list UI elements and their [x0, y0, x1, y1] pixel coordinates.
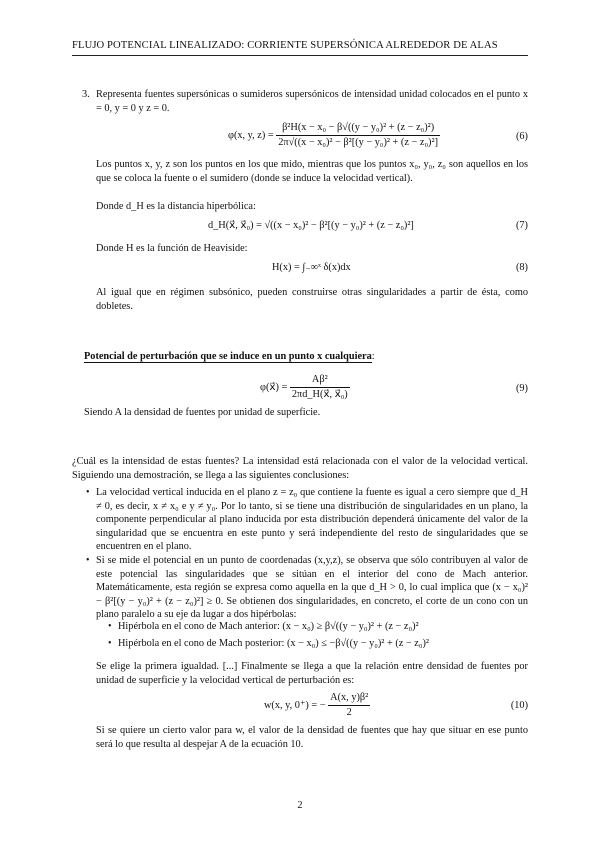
eq9-number: (9) [515, 383, 528, 394]
paragraph-dh: Donde d_H es la distancia hiperbólica: [96, 201, 256, 212]
eq6-number: (6) [515, 131, 528, 142]
sub-bullet-1-text: Hipérbola en el cono de Mach anterior: (x − x₀) ≥ β√((y − y₀)² + (z − z₀)² [118, 621, 419, 632]
page-number: 2 [297, 800, 303, 811]
sub-bullet-2-text: Hipérbola en el cono de Mach posterior: (x − x₀) ≤ −β√((y − y₀)² + (z − z₀)² [118, 638, 429, 649]
eq10-fraction [328, 692, 370, 719]
eq10-lhs: w(x, y, 0⁺) = − [264, 699, 326, 711]
eq7-number: (7) [515, 220, 528, 231]
eq10-denominator: 2 [346, 707, 352, 718]
equation-7: d_H(x⃗, x⃗₀) = √((x − x₀)² − β²[(y − y₀)² + (z − z₀)²] [208, 220, 414, 231]
paragraph-first-equality: Se elige la primera igualdad. [...] Finalmente se llega a que la relación entre densidad de fuentes por unidad de superficie y la velocidad vertical de perturbación es: [96, 661, 528, 686]
eq6-fraction [276, 122, 440, 149]
paragraph-intensity: ¿Cuál es la intensidad de estas fuentes? La intensidad está relacionada con el valor de la velocidad vertical. Siguiendo una demostración, se llega a las siguientes conclusiones: [72, 456, 528, 481]
equation-10 [264, 692, 370, 719]
bullet-2-marker: • [86, 555, 90, 566]
equation-6 [228, 122, 440, 149]
eq6-lhs: φ(x, y, z) = [228, 129, 274, 141]
eq10-number: (10) [510, 700, 528, 711]
sub-bullet-2-marker: • [108, 638, 112, 649]
bullet-1-text: La velocidad vertical inducida en el plano z = z₀ que contiene la fuente es igual a cero siempre que d_H ≠ 0, es decir, x ≠ x₀ e y ≠ y₀. Por lo tanto, si se tiene una distribución de singularidades en un plano, la componente perpendicular al plano inducida por esta distribución dependerá únicamente del valor de la singularidad que se encuentra en este punto y será independiente del resto de singularidades que se encuentren en el plano. [96, 487, 528, 553]
equation-9 [260, 374, 350, 401]
heading-colon: : [371, 351, 375, 362]
item-number: 3. [82, 89, 90, 100]
paragraph-density: Siendo A la densidad de fuentes por unidad de superficie. [84, 407, 321, 418]
item-3-text: Representa fuentes supersónicas o sumideros supersónicos de intensidad unidad colocados en el punto x = 0, y = 0 y z = 0. [96, 89, 528, 114]
running-header: FLUJO POTENCIAL LINEALIZADO: CORRIENTE SUPERSÓNICA ALREDEDOR DE ALAS [72, 40, 528, 56]
paragraph-heaviside: Donde H es la función de Heaviside: [96, 243, 248, 254]
eq9-lhs: φ(x⃗) = [260, 381, 288, 393]
bullet-1-marker: • [86, 487, 90, 498]
paragraph-points: Los puntos x, y, z son los puntos en los que mido, mientras que los puntos x₀, y₀, z₀ son aquellos en los que se coloca la fuente o el sumidero (donde se induce la velocidad vertical). [96, 159, 528, 184]
section-heading [84, 350, 528, 364]
eq6-denominator: 2π√((x − x₀)² − β²[(y − y₀)² + (z − z₀)²] [278, 137, 438, 148]
eq9-denominator: 2πd_H(x⃗, x⃗₀) [291, 389, 348, 400]
equation-8: H(x) = ∫₋∞ˣ δ(x)dx [272, 262, 351, 273]
sub-bullet-1-marker: • [108, 621, 112, 632]
heading-text: Potencial de perturbación que se induce en un punto x cualquiera [84, 351, 372, 362]
eq8-number: (8) [515, 262, 528, 273]
eq9-fraction [290, 374, 350, 401]
eq10-numerator: A(x, y)β² [328, 692, 370, 706]
bullet-2-text: Si se mide el potencial en un punto de coordenadas (x,y,z), se observa que sólo contribuyen al valor de este potencial las singularidades que se sitúan en el interior del cono de Mach anterior. Matemáticamente, esta región se expresa como aquella en la que d_H > 0, lo cual implica que (x − x₀)² − β²[(y − y₀)² + (z − z₀)²] ≥ 0. Se obtienen dos singularidades, en concreto, el corte de un cono con un plano paralelo a su eje da lugar a dos hipérbolas: [96, 555, 528, 621]
paragraph-last: Si se quiere un cierto valor para w, el valor de la densidad de fuentes que hay que situar en ese punto será lo que resulta al despejar A de la ecuación 10. [96, 725, 528, 750]
paragraph-subsonic: Al igual que en régimen subsónico, pueden construirse otras singularidades a partir de ésta, como dobletes. [96, 287, 528, 312]
eq9-numerator: Aβ² [290, 374, 350, 388]
eq6-numerator: β²H(x − x₀ − β√((y − y₀)² + (z − z₀)²) [276, 122, 440, 136]
